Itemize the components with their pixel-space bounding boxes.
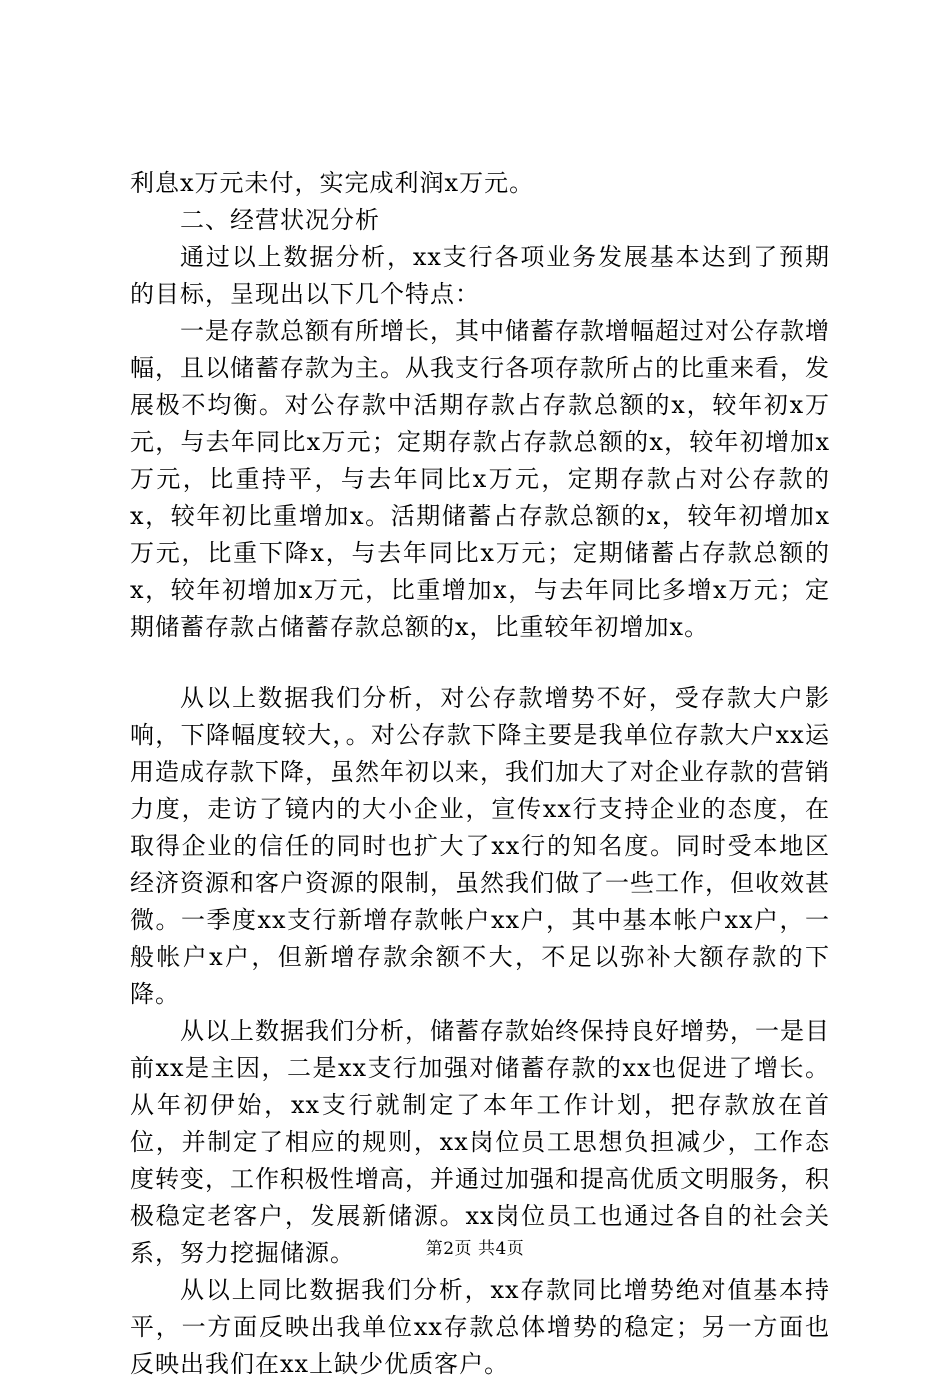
paragraph-continuation: 利息x万元未付，实完成利润x万元。 <box>130 169 535 197</box>
paragraph-intro: 通过以上数据分析，xx支行各项业务发展基本达到了预期的目标，呈现出以下几个特点： <box>130 243 830 308</box>
paragraph-savings-analysis: 从以上数据我们分析，储蓄存款始终保持良好增势，一是目前xx是主因，二是xx支行加强对储蓄存款的xx也促进了增长。从年初伊始，xx支行就制定了本年工作计划，把存款放在首位，并制定了相应的规则，xx岗位员工思想负担减少，工作态度转变，工作积极性增高，并通过加强和提高优质文明服务，积极稳定老客户，发展新储源。xx岗位员工也通过各自的社会关系，努力挖掘储源。 <box>130 1017 830 1267</box>
document-body <box>130 165 830 1383</box>
page-number-footer: 第2页 共4页 <box>425 1239 525 1259</box>
paragraph-yoy-analysis: 从以上同比数据我们分析，xx存款同比增势绝对值基本持平，一方面反映出我单位xx存款总体增势的稳定；另一方面也反映出我们在xx上缺少优质客户。 <box>130 1276 830 1378</box>
paragraph-point-one: 一是存款总额有所增长，其中储蓄存款增幅超过对公存款增幅，且以储蓄存款为主。从我支行各项存款所占的比重来看，发展极不均衡。对公存款中活期存款占存款总额的x，较年初x万元，与去年同比x万元；定期存款占存款总额的x，较年初增加x万元，比重持平，与去年同比x万元，定期存款占对公存款的x，较年初比重增加x。活期储蓄占存款总额的x，较年初增加x万元，比重下降x，与去年同比x万元；定期储蓄占存款总额的x，较年初增加x万元，比重增加x，与去年同比多增x万元；定期储蓄存款占储蓄存款总额的x，比重较年初增加x。 <box>130 317 830 641</box>
paragraph-corporate-analysis: 从以上数据我们分析，对公存款增势不好，受存款大户影响，下降幅度较大，。对公存款下降主要是我单位存款大户xx运用造成存款下降，虽然年初以来，我们加大了对企业存款的营销力度，走访了镜内的大小企业，宣传xx行支持企业的态度，在取得企业的信任的同时也扩大了xx行的知名度。同时受本地区经济资源和客户资源的限制，虽然我们做了一些工作，但收效甚微。一季度xx支行新增存款帐户xx户，其中基本帐户xx户，一般帐户x户，但新增存款余额不大，不足以弥补大额存款的下降。 <box>130 684 830 1008</box>
section-heading: 二、经营状况分析 <box>180 206 380 234</box>
paragraph-spacer <box>130 646 830 680</box>
